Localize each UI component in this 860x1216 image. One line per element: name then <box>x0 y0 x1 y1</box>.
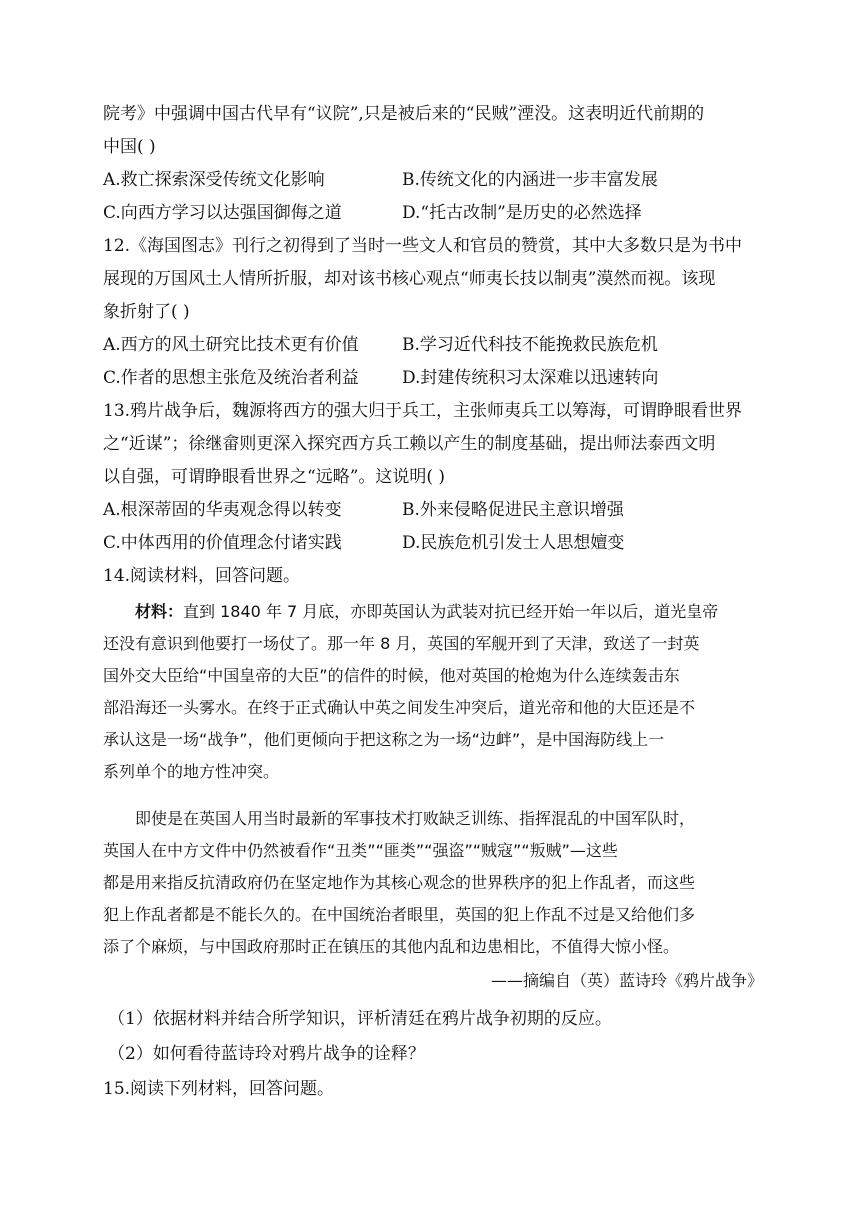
q11-stem-line-1: 院考》中强调中国古代早有“议院”,只是被后来的“民贼”湮没。这表明近代前期的 <box>103 104 705 124</box>
q11-option-a[interactable]: A.救亡探索深受传统文化影响 <box>103 170 325 190</box>
q14-material-p2-line-1: 即使是在英国人用当时最新的军事技术打败缺乏训练、指挥混乱的中国军队时， <box>135 809 696 828</box>
q12-option-b[interactable]: B.学习近代科技不能挽救民族危机 <box>402 335 658 355</box>
q13-option-d[interactable]: D.民族危机引发士人思想嬗变 <box>402 533 625 553</box>
q12-stem-line-3: 象折射了( ) <box>103 302 190 322</box>
q14-material-p1-text-1: 直到 1840 年 7 月底，亦即英国认为武装对抗已经开始一年以后，道光皇帝 <box>183 602 719 621</box>
q14-material-p2-line-5: 添了个麻烦，与中国政府那时正在镇压的其他内乱和边患相比，不值得大惊小怪。 <box>103 937 680 956</box>
q14-material-p1-line-2: 还没有意识到他要打一场仗了。那一年 8 月，英国的军舰开到了天津，致送了一封英 <box>103 634 700 653</box>
q12-option-a[interactable]: A.西方的风土研究比技术更有价值 <box>103 335 359 355</box>
q14-material-p1-line-4: 部沿海还一头雾水。在终于正式确认中英之间发生冲突后，道光帝和他的大臣还是不 <box>103 698 696 717</box>
q11-option-d[interactable]: D.“托古改制”是历史的必然选择 <box>402 203 642 223</box>
q14-material-p2-line-4: 犯上作乱者都是不能长久的。在中国统治者眼里，英国的犯上作乱不过是又给他们多 <box>103 905 696 924</box>
q13-stem-line-2: 之“近谋”；徐继畲则更深入探究西方兵工赖以产生的制度基础，提出师法泰西文明 <box>103 434 716 454</box>
q14-material-p1-line-6: 系列单个的地方性冲突。 <box>103 762 280 781</box>
q12-stem-line-2: 展现的万国风土人情所折服，却对该书核心观点“师夷长技以制夷”漠然而视。该现 <box>103 269 716 289</box>
q12-option-d[interactable]: D.封建传统积习太深难以迅速转向 <box>402 368 659 388</box>
q13-stem-line-1: 13.鸦片战争后，魏源将西方的强大归于兵工，主张师夷兵工以筹海，可谓睁眼看世界 <box>103 401 743 421</box>
q14-material-p1-line-5: 承认这是一场“战争”，他们更倾向于把这称之为一场“边衅”，是中国海防线上一 <box>103 730 665 749</box>
q13-stem-line-3: 以自强，可谓睁眼看世界之“远略”。这说明( ) <box>103 467 446 487</box>
q14-subquestion-2: （2）如何看待蓝诗玲对鸦片战争的诠释？ <box>108 1044 425 1064</box>
q12-stem-line-1: 12.《海国图志》刊行之初得到了当时一些文人和官员的赞赏，其中大多数只是为书中 <box>103 236 743 256</box>
q11-option-c[interactable]: C.向西方学习以达强国御侮之道 <box>103 203 342 223</box>
q13-option-c[interactable]: C.中体西用的价值理念付诸实践 <box>103 533 342 553</box>
q14-material-p2-line-3: 都是用来指反抗清政府仍在坚定地作为其核心观念的世界秩序的犯上作乱者，而这些 <box>103 873 696 892</box>
material-label: 材料： <box>135 602 184 621</box>
q13-option-a[interactable]: A.根深蒂固的华夷观念得以转变 <box>103 500 342 520</box>
q14-material-p1-line-1 <box>103 600 795 624</box>
q15-stem: 15.阅读下列材料，回答问题。 <box>103 1079 335 1099</box>
q11-stem-line-2: 中国( ) <box>103 137 156 157</box>
q12-option-c[interactable]: C.作者的思想主张危及统治者利益 <box>103 368 359 388</box>
q14-material-p2-line-2: 英国人在中方文件中仍然被看作“丑类”“匪类”“强盗”“贼寇”“叛贼”—这些 <box>103 841 618 860</box>
q14-stem: 14.阅读材料，回答问题。 <box>103 566 301 586</box>
q11-option-b[interactable]: B.传统文化的内涵进一步丰富发展 <box>402 170 658 190</box>
q14-subquestion-1: （1）依据材料并结合所学知识，评析清廷在鸦片战争初期的反应。 <box>108 1009 612 1029</box>
q13-option-b[interactable]: B.外来侵略促进民主意识增强 <box>402 500 624 520</box>
q14-material-source: ——摘编自（英）蓝诗玲《鸦片战争》 <box>490 971 763 990</box>
q14-material-p1-line-3: 国外交大臣给“中国皇帝的大臣”的信件的时候，他对英国的枪炮为什么连续轰击东 <box>103 666 680 685</box>
